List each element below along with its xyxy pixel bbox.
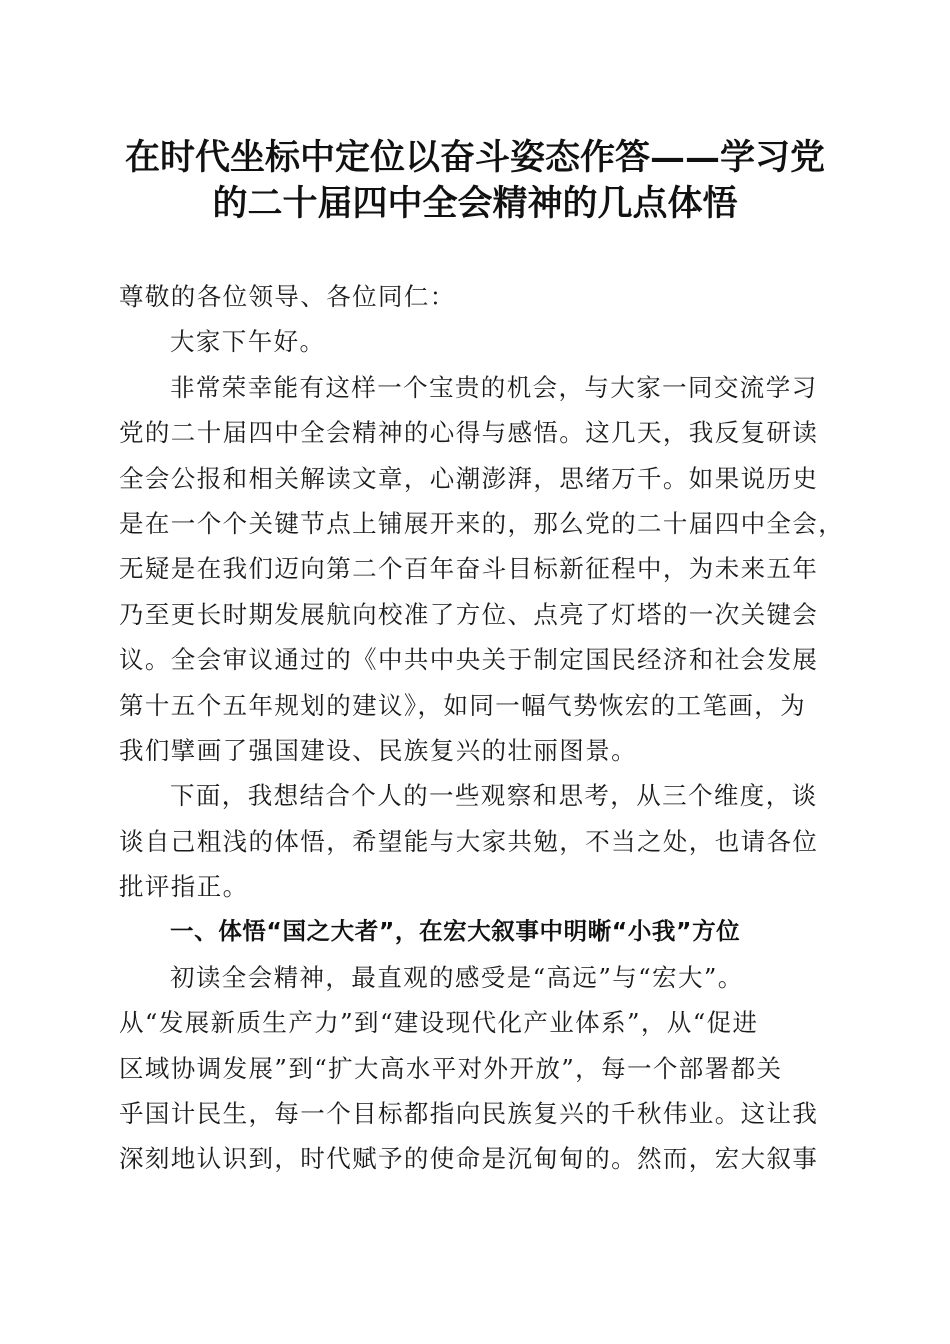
paragraph-line: 初读全会精神，最直观的感受是“高远”与“宏大”。 xyxy=(170,962,744,992)
paragraph-line: 谈自己粗浅的体悟，希望能与大家共勉，不当之处，也请各位 xyxy=(119,826,819,856)
salutation: 尊敬的各位领导、各位同仁： xyxy=(119,282,456,311)
paragraph-line: 全会公报和相关解读文章，心潮澎湃，思绪万千。如果说历史 xyxy=(119,463,819,493)
paragraph-line: 我们擘画了强国建设、民族复兴的壮丽图景。 xyxy=(119,735,637,765)
paragraph-line: 深刻地认识到，时代赋予的使命是沉甸甸的。然而，宏大叙事 xyxy=(119,1144,819,1174)
paragraph-line: 从“发展新质生产力”到“建设现代化产业体系”，从“促进 xyxy=(119,1008,759,1038)
intro-paragraph xyxy=(119,365,845,774)
section-paragraph xyxy=(119,955,831,1182)
paragraph-line: 无疑是在我们迈向第二个百年奋斗目标新征程中，为未来五年 xyxy=(119,554,819,584)
paragraph-line: 是在一个个关键节点上铺展开来的，那么党的二十届四中全会， xyxy=(119,508,845,538)
document-body xyxy=(119,274,845,1182)
transition-paragraph xyxy=(119,773,831,909)
paragraph-line: 非常荣幸能有这样一个宝贵的机会，与大家一同交流学习 xyxy=(170,372,818,402)
section-heading: 一、体悟“国之大者”，在宏大叙事中明晰“小我”方位 xyxy=(170,917,741,946)
paragraph-line: 乃至更长时期发展航向校准了方位、点亮了灯塔的一次关键会 xyxy=(119,599,819,629)
greeting: 大家下午好。 xyxy=(170,327,326,357)
paragraph-line: 下面，我想结合个人的一些观察和思考，从三个维度，谈 xyxy=(170,781,818,811)
paragraph-line: 区域协调发展”到“扩大高水平对外开放”，每一个部署都关 xyxy=(119,1053,783,1083)
document-title-line-2: 的二十届四中全会精神的几点体悟 xyxy=(212,183,738,224)
paragraph-line: 议。全会审议通过的《中共中央关于制定国民经济和社会发展 xyxy=(119,645,819,675)
paragraph-line: 第十五个五年规划的建议》，如同一幅气势恢宏的工笔画，为 xyxy=(119,690,807,720)
paragraph-line: 批评指正。 xyxy=(119,872,249,902)
paragraph-line: 乎国计民生，每一个目标都指向民族复兴的千秋伟业。这让我 xyxy=(119,1099,819,1129)
document-title-line-1: 在时代坐标中定位以奋斗姿态作答——学习党 xyxy=(124,137,825,178)
paragraph-line: 党的二十届四中全会精神的心得与感悟。这几天，我反复研读 xyxy=(119,418,819,448)
